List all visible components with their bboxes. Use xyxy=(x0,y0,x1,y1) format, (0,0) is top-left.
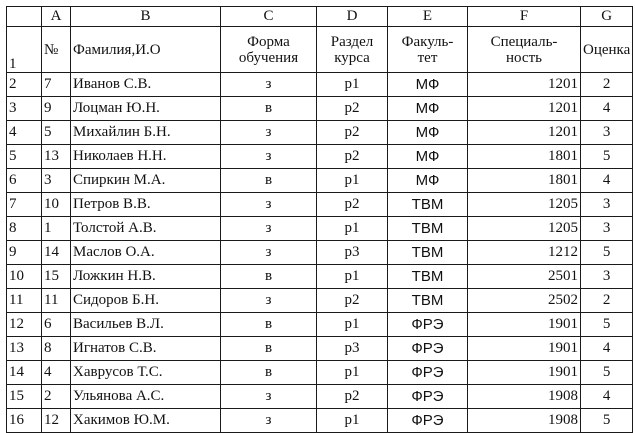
header-name[interactable]: Фамилия,И.О xyxy=(71,27,221,73)
header-row xyxy=(7,27,633,73)
cell-section[interactable]: р2 xyxy=(317,145,388,169)
corner-cell[interactable] xyxy=(7,7,42,27)
row-number[interactable]: 8 xyxy=(7,217,42,241)
cell-name[interactable]: Ложкин Н.В. xyxy=(71,265,221,289)
cell-name[interactable]: Игнатов С.В. xyxy=(71,337,221,361)
cell-form[interactable]: з xyxy=(221,241,317,265)
cell-name[interactable]: Васильев В.Л. xyxy=(71,313,221,337)
cell-name[interactable]: Маслов О.А. xyxy=(71,241,221,265)
cell-faculty[interactable]: ТВМ xyxy=(388,193,468,217)
header-num[interactable]: № xyxy=(42,27,71,73)
cell-section[interactable]: р1 xyxy=(317,313,388,337)
cell-section[interactable]: р2 xyxy=(317,385,388,409)
cell-section[interactable]: р1 xyxy=(317,361,388,385)
cell-num[interactable]: 8 xyxy=(42,337,71,361)
header-section[interactable] xyxy=(317,27,388,73)
cell-num[interactable]: 5 xyxy=(42,121,71,145)
cell-form[interactable]: з xyxy=(221,193,317,217)
cell-grade[interactable]: 2 xyxy=(581,73,633,97)
spreadsheet-table xyxy=(6,6,633,433)
cell-faculty[interactable]: ТВМ xyxy=(388,289,468,313)
cell-grade[interactable]: 3 xyxy=(581,121,633,145)
cell-form[interactable]: в xyxy=(221,361,317,385)
cell-name[interactable]: Николаев Н.Н. xyxy=(71,145,221,169)
row-number[interactable]: 4 xyxy=(7,121,42,145)
cell-faculty[interactable]: ТВМ xyxy=(388,265,468,289)
row-number[interactable]: 6 xyxy=(7,169,42,193)
cell-name[interactable]: Хакимов Ю.М. xyxy=(71,409,221,433)
cell-num[interactable]: 2 xyxy=(42,385,71,409)
cell-specialty[interactable]: 2501 xyxy=(468,265,581,289)
cell-specialty[interactable]: 1908 xyxy=(468,409,581,433)
cell-faculty[interactable]: ФРЭ xyxy=(388,337,468,361)
cell-num[interactable]: 10 xyxy=(42,193,71,217)
cell-faculty[interactable]: МФ xyxy=(388,121,468,145)
cell-num[interactable]: 6 xyxy=(42,313,71,337)
cell-num[interactable]: 4 xyxy=(42,361,71,385)
row-number[interactable]: 1 xyxy=(7,27,42,73)
cell-grade[interactable]: 5 xyxy=(581,241,633,265)
header-form-line2: обучения xyxy=(238,49,299,66)
header-faculty[interactable] xyxy=(388,27,468,73)
row-number[interactable]: 5 xyxy=(7,145,42,169)
cell-section[interactable]: р2 xyxy=(317,193,388,217)
cell-faculty[interactable]: МФ xyxy=(388,169,468,193)
cell-name[interactable]: Хаврусов Т.С. xyxy=(71,361,221,385)
header-section-line2: курса xyxy=(334,49,370,66)
column-letter-e[interactable]: E xyxy=(388,7,468,27)
cell-faculty[interactable]: ФРЭ xyxy=(388,313,468,337)
cell-form[interactable]: з xyxy=(221,217,317,241)
cell-specialty[interactable]: 1901 xyxy=(468,313,581,337)
column-letter-f[interactable]: F xyxy=(468,7,581,27)
cell-grade[interactable]: 4 xyxy=(581,337,633,361)
cell-faculty[interactable]: МФ xyxy=(388,145,468,169)
cell-grade[interactable]: 5 xyxy=(581,313,633,337)
cell-num[interactable]: 13 xyxy=(42,145,71,169)
cell-num[interactable]: 14 xyxy=(42,241,71,265)
cell-section[interactable]: р2 xyxy=(317,97,388,121)
cell-form[interactable]: в xyxy=(221,97,317,121)
cell-specialty[interactable]: 1901 xyxy=(468,361,581,385)
cell-grade[interactable]: 2 xyxy=(581,289,633,313)
cell-specialty[interactable]: 1212 xyxy=(468,241,581,265)
cell-section[interactable]: р2 xyxy=(317,289,388,313)
cell-section[interactable]: р1 xyxy=(317,409,388,433)
header-form[interactable] xyxy=(221,27,317,73)
table-row xyxy=(7,385,633,409)
cell-faculty[interactable]: ТВМ xyxy=(388,217,468,241)
table-row xyxy=(7,145,633,169)
cell-faculty[interactable]: ФРЭ xyxy=(388,385,468,409)
cell-name[interactable]: Спиркин М.А. xyxy=(71,169,221,193)
cell-form[interactable]: в xyxy=(221,169,317,193)
cell-num[interactable]: 11 xyxy=(42,289,71,313)
cell-specialty[interactable]: 1901 xyxy=(468,337,581,361)
row-number[interactable]: 16 xyxy=(7,409,42,433)
cell-faculty[interactable]: ФРЭ xyxy=(388,409,468,433)
cell-faculty[interactable]: МФ xyxy=(388,73,468,97)
cell-section[interactable]: р1 xyxy=(317,169,388,193)
cell-grade[interactable]: 5 xyxy=(581,145,633,169)
cell-grade[interactable]: 4 xyxy=(581,169,633,193)
table-row xyxy=(7,121,633,145)
table-row xyxy=(7,289,633,313)
cell-grade[interactable]: 4 xyxy=(581,97,633,121)
cell-form[interactable]: з xyxy=(221,289,317,313)
row-number[interactable]: 12 xyxy=(7,313,42,337)
header-specialty[interactable] xyxy=(468,27,581,73)
column-letter-row xyxy=(7,7,633,27)
cell-grade[interactable]: 3 xyxy=(581,265,633,289)
cell-form[interactable]: з xyxy=(221,385,317,409)
cell-grade[interactable]: 3 xyxy=(581,193,633,217)
cell-num[interactable]: 3 xyxy=(42,169,71,193)
cell-name[interactable]: Толстой А.В. xyxy=(71,217,221,241)
cell-specialty[interactable]: 1908 xyxy=(468,385,581,409)
cell-specialty[interactable]: 1801 xyxy=(468,145,581,169)
cell-specialty[interactable]: 2502 xyxy=(468,289,581,313)
header-specialty-line1: Специаль- xyxy=(490,33,558,50)
header-grade[interactable]: Оценка xyxy=(581,27,633,73)
cell-specialty[interactable]: 1201 xyxy=(468,73,581,97)
cell-section[interactable]: р1 xyxy=(317,73,388,97)
header-faculty-line2: тет xyxy=(417,49,438,66)
cell-section[interactable]: р3 xyxy=(317,241,388,265)
cell-specialty[interactable]: 1201 xyxy=(468,121,581,145)
cell-name[interactable]: Лоцман Ю.Н. xyxy=(71,97,221,121)
table-row xyxy=(7,361,633,385)
table-row xyxy=(7,73,633,97)
cell-specialty[interactable]: 1201 xyxy=(468,97,581,121)
cell-name[interactable]: Сидоров Б.Н. xyxy=(71,289,221,313)
row-number[interactable]: 13 xyxy=(7,337,42,361)
header-form-line1: Форма xyxy=(247,33,290,50)
cell-num[interactable]: 12 xyxy=(42,409,71,433)
row-number[interactable]: 15 xyxy=(7,385,42,409)
cell-grade[interactable]: 4 xyxy=(581,385,633,409)
cell-form[interactable]: з xyxy=(221,409,317,433)
cell-section[interactable]: р1 xyxy=(317,265,388,289)
cell-num[interactable]: 1 xyxy=(42,217,71,241)
cell-form[interactable]: з xyxy=(221,145,317,169)
cell-specialty[interactable]: 1801 xyxy=(468,169,581,193)
column-letter-a[interactable]: A xyxy=(42,7,71,27)
column-letter-d[interactable]: D xyxy=(317,7,388,27)
row-number[interactable]: 7 xyxy=(7,193,42,217)
cell-form[interactable]: з xyxy=(221,73,317,97)
column-letter-c[interactable]: C xyxy=(221,7,317,27)
cell-name[interactable]: Ульянова А.С. xyxy=(71,385,221,409)
table-row xyxy=(7,193,633,217)
table-row xyxy=(7,265,633,289)
cell-name[interactable]: Петров В.В. xyxy=(71,193,221,217)
cell-grade[interactable]: 5 xyxy=(581,409,633,433)
cell-faculty[interactable]: МФ xyxy=(388,97,468,121)
cell-form[interactable]: в xyxy=(221,313,317,337)
cell-section[interactable]: р2 xyxy=(317,121,388,145)
column-letter-g[interactable]: G xyxy=(581,7,633,27)
cell-form[interactable]: в xyxy=(221,265,317,289)
table-row xyxy=(7,169,633,193)
row-number[interactable]: 11 xyxy=(7,289,42,313)
header-specialty-line2: ность xyxy=(506,49,542,66)
table-row xyxy=(7,241,633,265)
row-number[interactable]: 2 xyxy=(7,73,42,97)
row-number[interactable]: 10 xyxy=(7,265,42,289)
cell-specialty[interactable]: 1205 xyxy=(468,217,581,241)
column-letter-b[interactable]: B xyxy=(71,7,221,27)
cell-specialty[interactable]: 1205 xyxy=(468,193,581,217)
table-row xyxy=(7,217,633,241)
table-row xyxy=(7,337,633,361)
header-section-line1: Раздел xyxy=(330,33,374,50)
cell-section[interactable]: р1 xyxy=(317,217,388,241)
table-row xyxy=(7,409,633,433)
header-faculty-line1: Факуль- xyxy=(401,33,454,50)
cell-faculty[interactable]: ТВМ xyxy=(388,241,468,265)
table-row xyxy=(7,97,633,121)
cell-num[interactable]: 15 xyxy=(42,265,71,289)
cell-section[interactable]: р3 xyxy=(317,337,388,361)
table-row xyxy=(7,313,633,337)
cell-num[interactable]: 9 xyxy=(42,97,71,121)
row-number[interactable]: 9 xyxy=(7,241,42,265)
cell-form[interactable]: в xyxy=(221,337,317,361)
row-number[interactable]: 3 xyxy=(7,97,42,121)
cell-grade[interactable]: 5 xyxy=(581,361,633,385)
cell-faculty[interactable]: ФРЭ xyxy=(388,361,468,385)
cell-name[interactable]: Иванов С.В. xyxy=(71,73,221,97)
cell-grade[interactable]: 3 xyxy=(581,217,633,241)
cell-form[interactable]: з xyxy=(221,121,317,145)
cell-name[interactable]: Михайлин Б.Н. xyxy=(71,121,221,145)
row-number[interactable]: 14 xyxy=(7,361,42,385)
cell-num[interactable]: 7 xyxy=(42,73,71,97)
